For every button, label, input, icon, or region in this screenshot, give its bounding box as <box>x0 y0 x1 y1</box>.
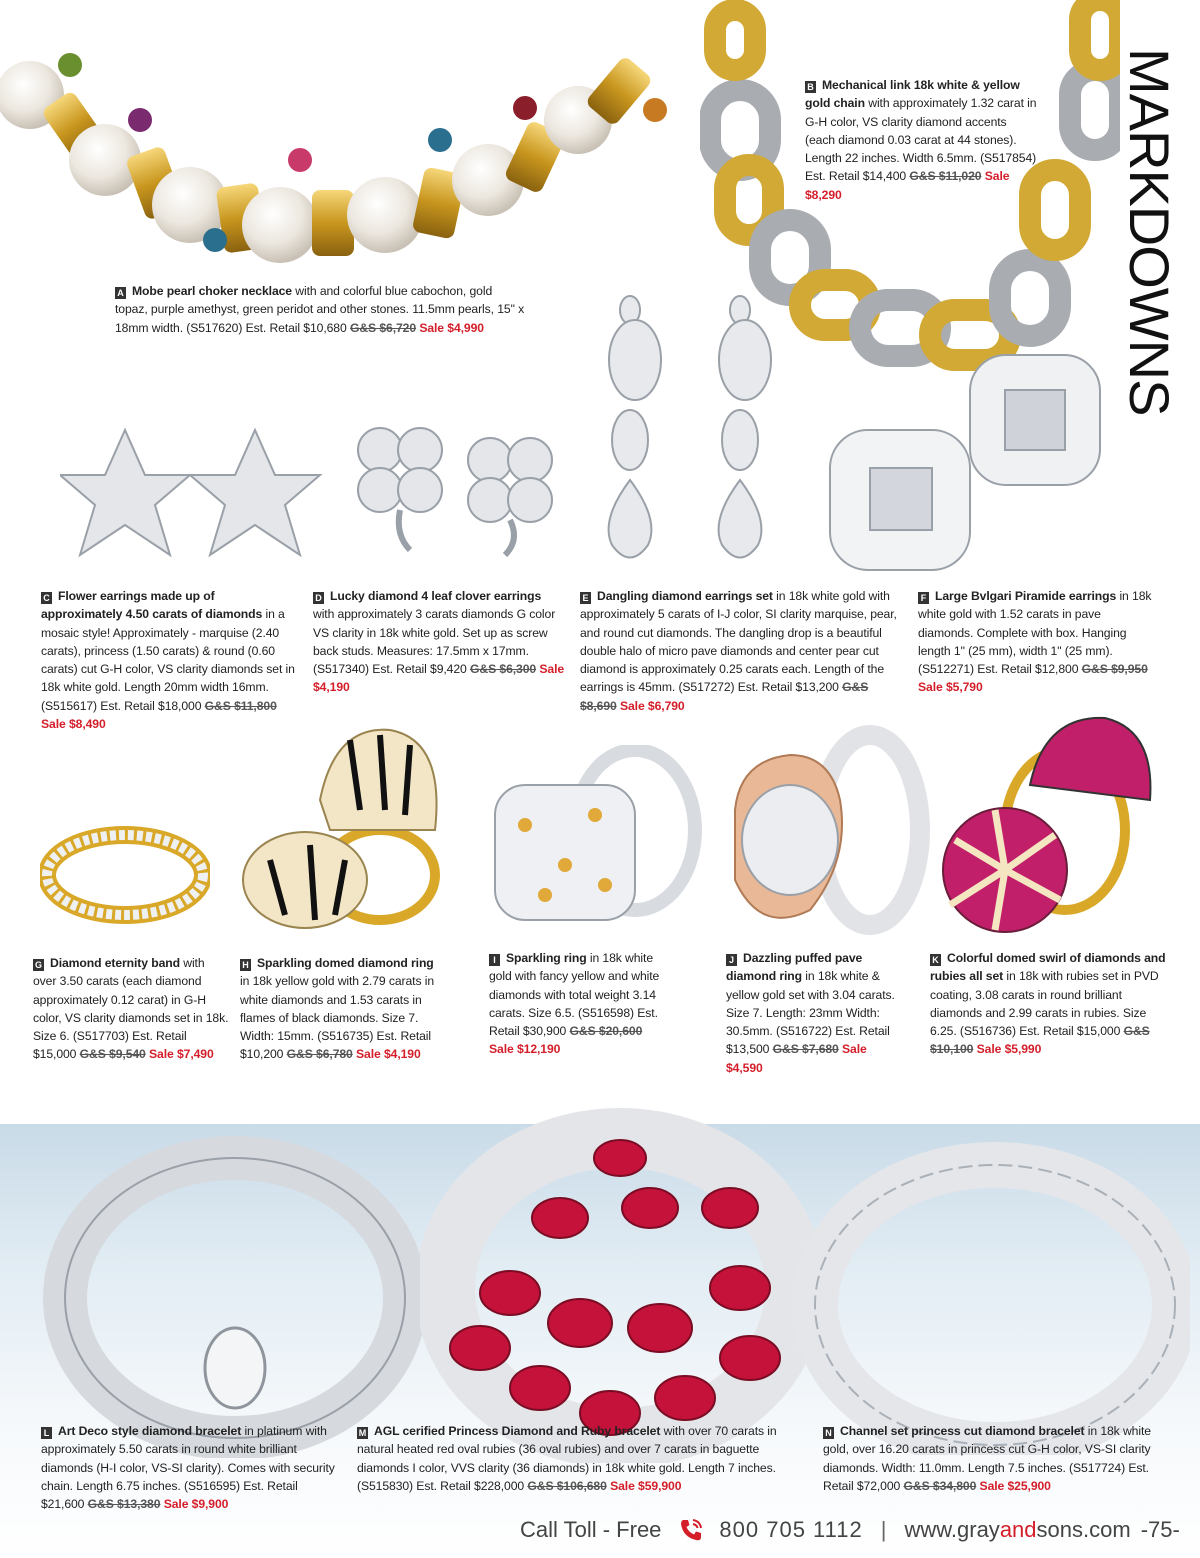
item-title: Large Bvlgari Piramide earrings <box>935 589 1117 603</box>
eternity-band-image <box>40 820 210 930</box>
clover-earrings-image <box>340 420 570 560</box>
item-f-description <box>918 587 1158 697</box>
item-gs-price: G&S $11,020 <box>909 169 982 184</box>
item-body: in 18k white & yellow gold set with 3.04 carats. Size 7. Length: 23mm Width: 30.5mm. (S516722) Est. Retail $13,500 <box>726 969 895 1057</box>
item-h-description <box>240 954 446 1064</box>
item-i-description <box>489 949 669 1059</box>
item-title: Mechanical link 18k white & yellow gold chain <box>805 78 1020 111</box>
item-gs-price: G&S $7,680 <box>772 1042 839 1057</box>
channel-set-bracelet-image <box>790 1140 1190 1455</box>
page-footer <box>520 1514 1180 1546</box>
puffed-pave-ring-image <box>720 720 930 940</box>
item-n-description <box>823 1422 1163 1495</box>
item-title: Sparkling ring <box>506 951 587 965</box>
item-sale-price: Sale $7,490 <box>145 1047 214 1062</box>
item-body: with over 3.50 carats (each diamond approximately 0.12 carat) in G-H color, VS clarity diamonds set in 18k. Size 6. (S517703) Est. Retail $15,000 <box>33 956 229 1062</box>
domed-swirl-ruby-ring-image <box>935 710 1160 940</box>
item-letter: N <box>823 1427 834 1439</box>
item-b-description <box>805 76 1037 204</box>
item-body: in platinum with approximately 5.50 carats in round white brilliant diamonds (H-I color, VS-SI clarity). Comes with security chain. Length 6.75 inches. (S516595) Est. Retail $21,600 <box>41 1424 335 1512</box>
item-sale-price: Sale $8,490 <box>41 717 106 732</box>
art-deco-bracelet-image <box>25 1128 435 1458</box>
item-gs-price: G&S $13,380 <box>87 1497 161 1512</box>
item-body: in 18k white gold with 1.52 carats in pave diamonds. Complete with box. Hanging length 1" (25 mm), width 1" (25 mm). (S512271) Est. Retail $12,800 <box>918 589 1152 677</box>
item-body: in 18k yellow gold with 2.79 carats in white diamonds and 1.53 carats in flames of black diamonds. Size 7. Width: 15mm. (S516735) Est. Retail $10,200 <box>240 974 435 1062</box>
item-e-description <box>580 587 902 715</box>
item-title: Sparkling domed diamond ring <box>257 956 434 970</box>
item-gs-price: G&S $106,680 <box>527 1478 607 1493</box>
item-body: in 18k white gold with approximately 5 carats of I-J color, SI clarity marquise, pear, and round cut diamonds. The dangling drop is a beautiful double halo of micro pave diamonds and center pear cut diamond is approximately 0.25 carats each. Length of the earrings is 45mm. (S517272) Est. Retail $13,200 <box>580 589 897 695</box>
item-sale-price: Sale $4,190 <box>313 662 565 695</box>
item-gs-price: G&S $10,100 <box>930 1024 1150 1057</box>
item-l-description <box>41 1422 341 1513</box>
item-title: Channel set princess cut diamond bracelet <box>840 1424 1085 1438</box>
item-sale-price: Sale $4,990 <box>416 320 484 335</box>
item-title: Flower earrings made up of approximately 4.50 carats of diamonds <box>41 589 263 622</box>
item-body: with and colorful blue cabochon, gold topaz, purple amethyst, green peridot and other stones. 11.5mm pearls, 15" x 18mm width. (S517620) Est. Retail $10,680 <box>115 284 525 335</box>
item-sale-price: Sale $6,790 <box>616 698 685 713</box>
phone-icon <box>677 1516 705 1544</box>
item-gs-price: G&S $9,540 <box>79 1047 146 1062</box>
item-letter: B <box>805 81 816 93</box>
flower-earrings-image <box>60 420 330 570</box>
item-body: with over 70 carats in natural heated red oval rubies (36 oval rubies) and over 7 carats in baguette diamonds I color, VVS clarity (36 diamonds) in 18k white gold. Length 7 inches. (S515830) Est. Retail $228,000 <box>357 1424 777 1493</box>
item-sale-price: Sale $5,790 <box>918 680 983 695</box>
item-letter: G <box>33 959 44 971</box>
item-title: Dazzling puffed pave diamond ring <box>726 951 863 984</box>
item-sale-price: Sale $5,990 <box>973 1042 1042 1057</box>
item-gs-price: G&S $6,720 <box>349 320 417 335</box>
phone-number[interactable]: 800 705 1112 <box>719 1517 863 1542</box>
item-sale-price: Sale $25,900 <box>976 1478 1051 1493</box>
website-part-and: and <box>999 1517 1037 1542</box>
item-title: Dangling diamond earrings set <box>597 589 773 603</box>
item-body: in 18k white gold, over 16.20 carats in princess cut G-H color, VS-SI clarity diamonds. Width: 11.0mm. Length 7.5 inches. (S517724) Est. Retail $72,000 <box>823 1424 1151 1493</box>
item-g-description <box>33 954 231 1064</box>
item-sale-price: Sale $8,290 <box>805 169 1010 202</box>
item-gs-price: G&S $8,690 <box>580 680 869 713</box>
item-j-description <box>726 949 906 1077</box>
website-part: sons.com <box>1036 1517 1131 1542</box>
item-title: Art Deco style diamond bracelet <box>58 1424 242 1438</box>
item-letter: E <box>580 592 591 604</box>
item-letter: C <box>41 592 52 604</box>
item-gs-price: G&S $6,300 <box>470 662 537 677</box>
item-letter: M <box>358 1428 367 1438</box>
item-sale-price: Sale $59,900 <box>606 1478 682 1493</box>
item-letter: L <box>41 1427 52 1439</box>
item-gs-price: G&S $11,800 <box>204 698 277 713</box>
call-toll-free-label: Call Toll - Free <box>520 1517 662 1542</box>
item-letter: F <box>918 592 929 604</box>
item-title: Mobe pearl choker necklace <box>132 284 292 298</box>
item-title: AGL cerified Princess Diamond and Ruby bracelet <box>374 1424 661 1438</box>
item-gs-price: G&S $9,950 <box>1081 662 1148 677</box>
item-body: in a mosaic style! Approximately - marquise (2.40 carats), princess (1.50 carats) & round (0.60 carats) cut G-H color, VS clarity diamonds set in 18k white gold. Length 20mm width 16mm. (S515617) Est. Retail $18,000 <box>41 607 295 713</box>
item-body: with approximately 3 carats diamonds G color VS clarity in 18k white gold. Set up as screw back studs. Measures: 17.5mm x 17mm. (S517340) Est. Retail $9,420 <box>313 607 556 677</box>
website-link[interactable] <box>904 1517 1130 1543</box>
item-d-description <box>313 587 565 697</box>
item-m-description <box>357 1422 807 1495</box>
page-number: -75- <box>1140 1517 1180 1542</box>
item-sale-price: Sale $12,190 <box>489 1042 561 1057</box>
footer-separator: | <box>880 1517 887 1542</box>
item-letter: D <box>313 592 324 604</box>
item-gs-price: G&S $34,800 <box>903 1478 977 1493</box>
item-gs-price: G&S $20,600 <box>569 1024 643 1039</box>
item-letter: I <box>489 954 500 966</box>
item-letter: K <box>930 954 941 966</box>
item-sale-price: Sale $9,900 <box>160 1497 229 1512</box>
dangling-earrings-image <box>590 290 790 580</box>
item-letter: A <box>115 287 126 299</box>
website-part: www.gray <box>904 1517 1000 1542</box>
item-body: in 18k white gold with fancy yellow and white diamonds with total weight 3.14 carats. Size 6.5. (S516598) Est. Retail $30,900 <box>489 951 660 1039</box>
item-letter: H <box>240 959 251 971</box>
item-sale-price: Sale $4,590 <box>726 1042 867 1075</box>
item-a-description <box>115 282 525 337</box>
sparkling-ring-image <box>485 745 705 930</box>
item-title: Lucky diamond 4 leaf clover earrings <box>330 589 542 603</box>
item-body: in 18k with rubies set in PVD coating, 3.08 carats in round brilliant diamonds and 2.99 carats in rubies. Size 6.25. (S516736) Est. Retail $15,000 <box>930 969 1159 1039</box>
item-body: with approximately 1.32 carat in G-H color, VS clarity diamond accents (each diamond 0.03 carat at 44 stones). Length 22 inches. Width 6.5mm. (S517854) Est. Retail $14,400 <box>805 96 1037 184</box>
pearl-choker-necklace-image <box>0 0 700 270</box>
item-gs-price: G&S $6,780 <box>286 1047 353 1062</box>
item-k-description <box>930 949 1166 1059</box>
item-title: Diamond eternity band <box>50 956 180 970</box>
item-letter: J <box>726 954 737 966</box>
item-c-description <box>41 587 299 733</box>
item-sale-price: Sale $4,190 <box>352 1047 421 1062</box>
domed-diamond-ring-image <box>240 720 460 935</box>
section-title: MARKDOWNS <box>1118 48 1181 416</box>
item-title: Colorful domed swirl of diamonds and rubies all set <box>930 951 1166 984</box>
bvlgari-piramide-earrings-image <box>820 350 1110 580</box>
ruby-diamond-bracelet-image <box>420 1098 820 1463</box>
